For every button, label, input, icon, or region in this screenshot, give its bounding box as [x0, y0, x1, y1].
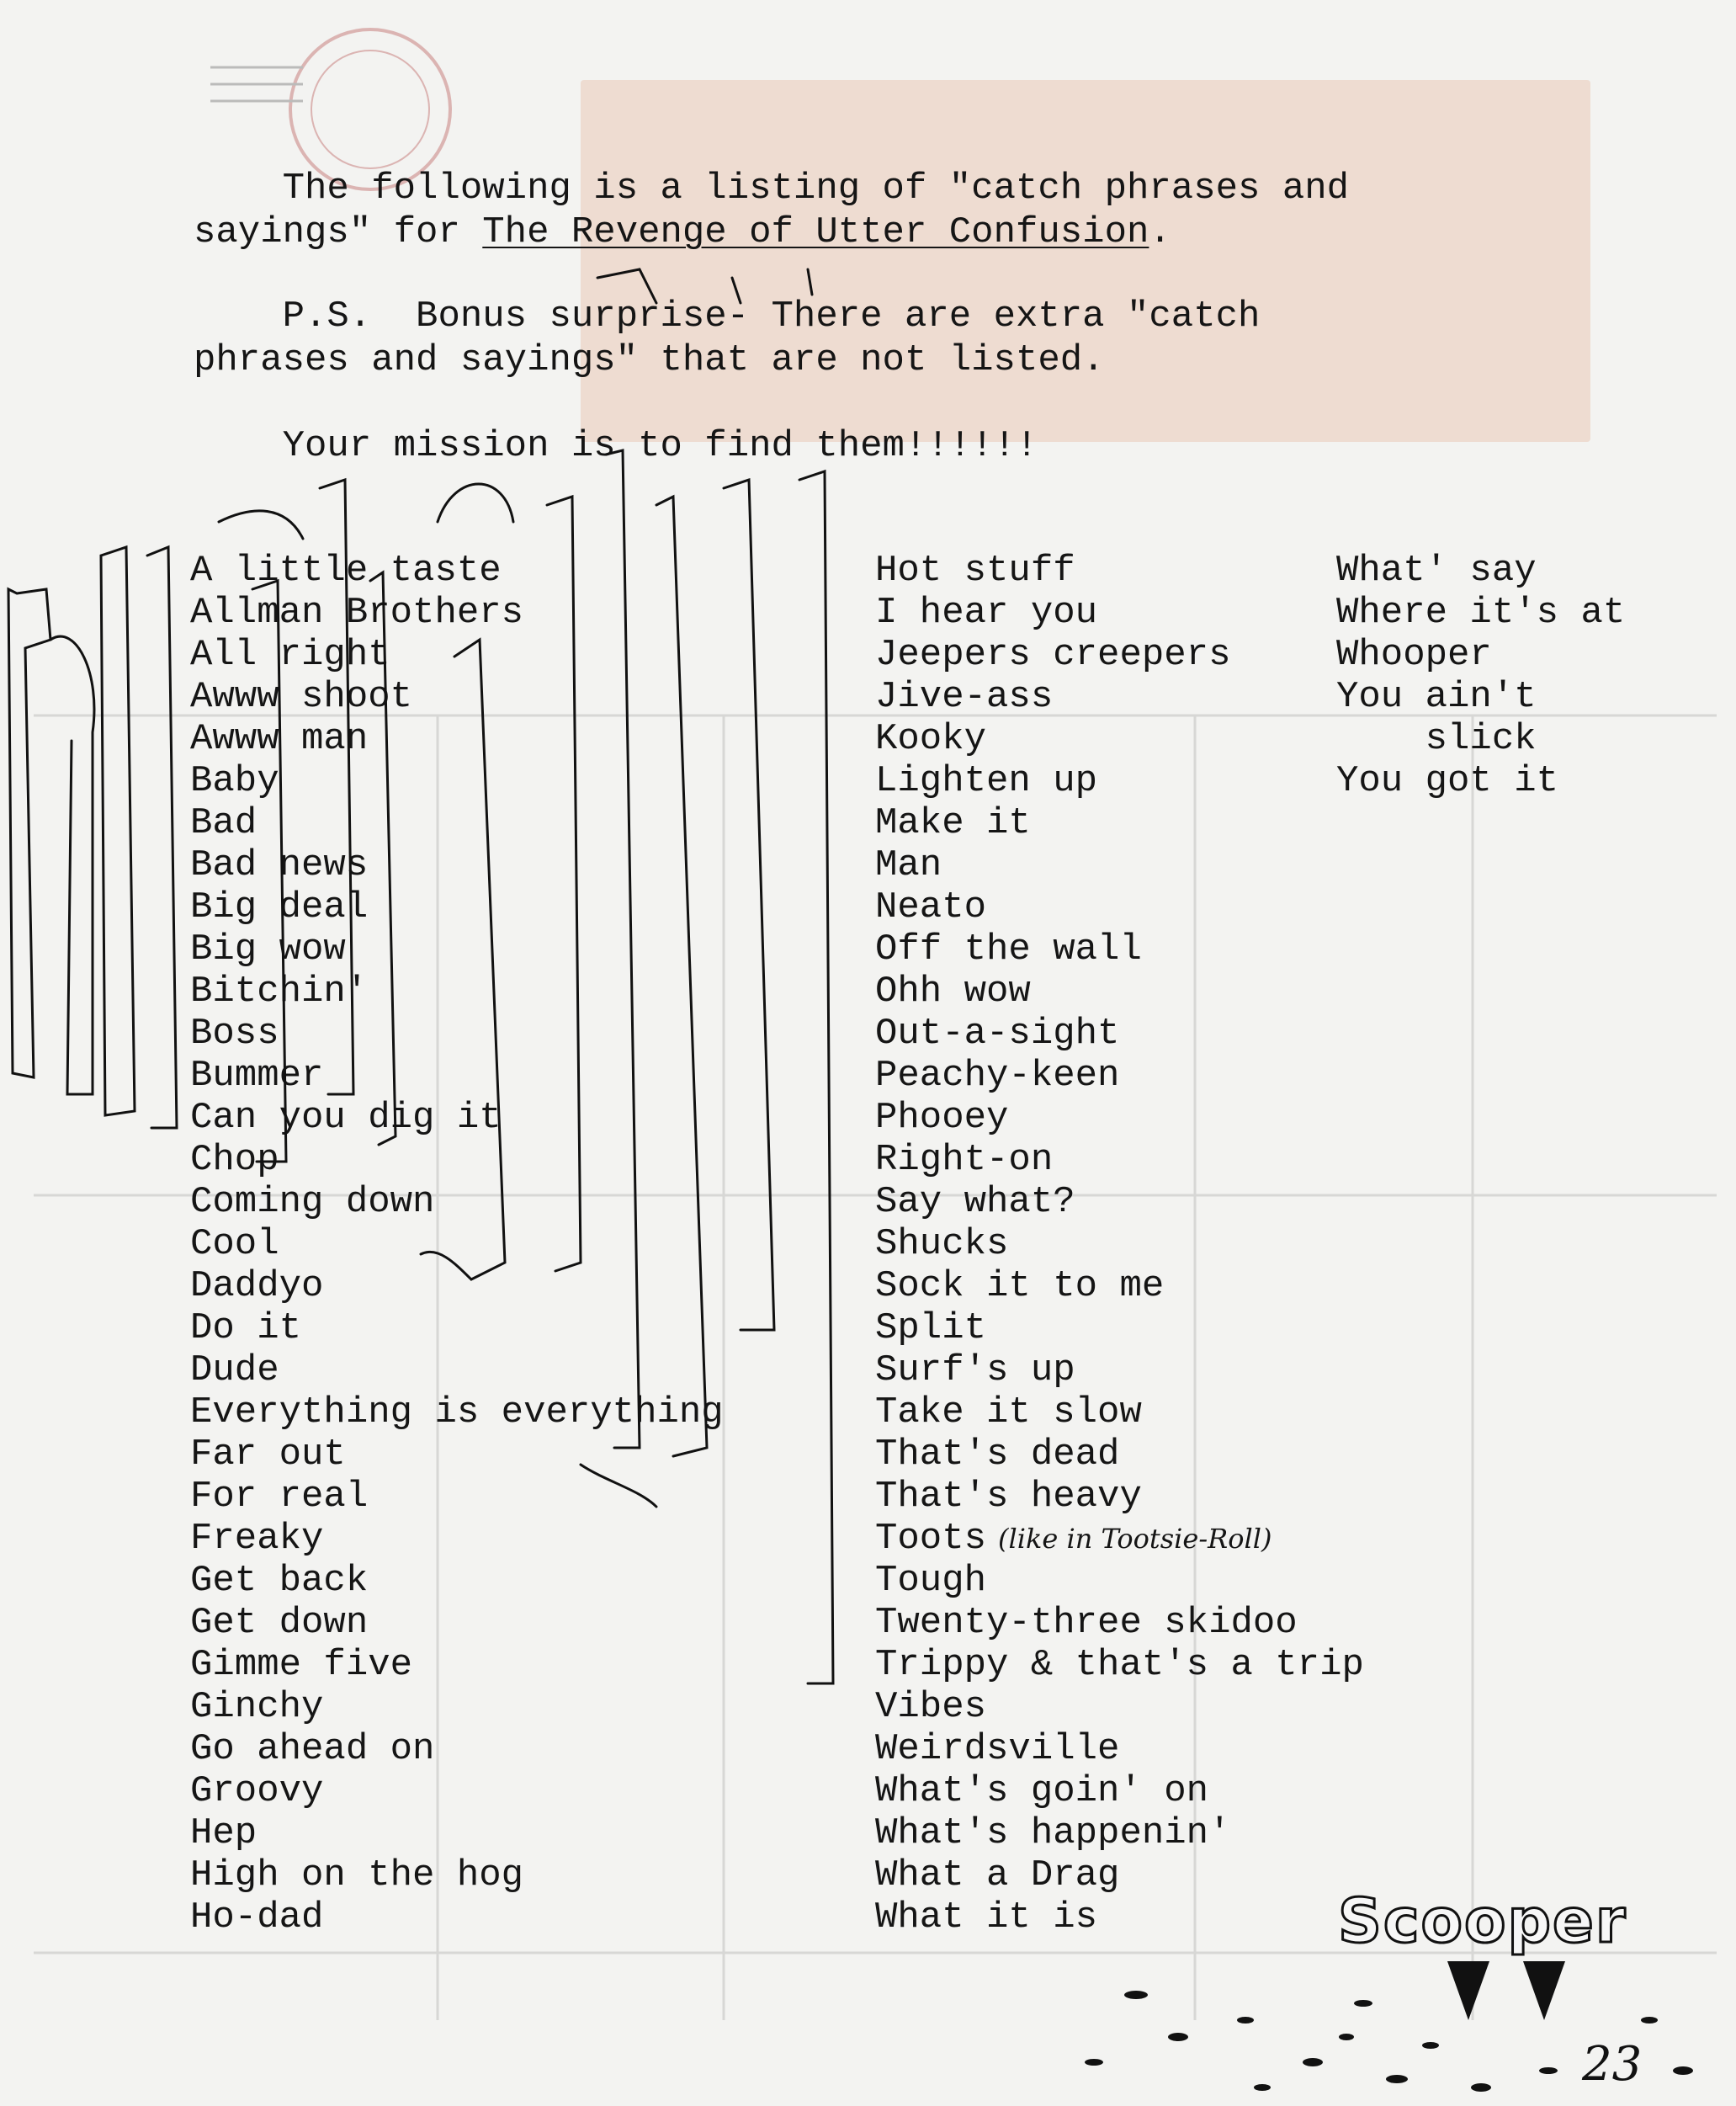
phrase-item: Surf's up	[875, 1349, 1075, 1391]
phrase-item: Jeepers creepers	[875, 634, 1231, 676]
ps-line-1: P.S. Bonus surprise- There are extra "catch	[282, 295, 1261, 338]
phrase-item: That's dead	[875, 1433, 1120, 1476]
phrase-item: Big deal	[190, 886, 369, 928]
phrase-column-1	[190, 550, 724, 1938]
phrase-item: Weirdsville	[875, 1728, 1120, 1770]
phrase-item: That's heavy	[875, 1476, 1142, 1518]
phrase-item: Bad news	[190, 844, 369, 886]
scooper-logo: Scooper	[1338, 1885, 1627, 1956]
phrase-column-2	[875, 550, 1364, 1938]
phrase-item: What's goin' on	[875, 1770, 1209, 1812]
phrase-item: Shucks	[875, 1223, 1009, 1265]
phrase-item: slick	[1336, 718, 1537, 760]
phrase-item: Split	[875, 1307, 987, 1349]
phrase-item: What's happenin'	[875, 1812, 1231, 1854]
phrase-item: A little taste	[190, 550, 502, 592]
phrase-item: Out-a-sight	[875, 1013, 1120, 1055]
phrase-item: Trippy & that's a trip	[875, 1644, 1364, 1686]
phrase-item: Ho-dad	[190, 1896, 324, 1938]
phrase-item: Hot stuff	[875, 550, 1075, 592]
intro-line-2: sayings" for The Revenge of Utter Confusion.	[194, 211, 1171, 253]
phrase-item: For real	[190, 1476, 369, 1518]
phrase-item: What it is	[875, 1896, 1098, 1938]
phrase-item: Get back	[190, 1560, 369, 1602]
phrase-item: Kooky	[875, 718, 987, 760]
phrase-item: Dude	[190, 1349, 279, 1391]
phrase-item: Make it	[875, 802, 1031, 844]
phrase-item: Take it slow	[875, 1391, 1142, 1433]
phrase-item: Everything is everything	[190, 1391, 724, 1433]
phrase-item: Freaky	[190, 1518, 324, 1560]
phrase-item: Awww man	[190, 718, 369, 760]
ps-line-2: phrases and sayings" that are not listed.	[194, 339, 1105, 381]
phrase-item: Bummer	[190, 1055, 324, 1097]
phrase-item: I hear you	[875, 592, 1098, 634]
intro-line-1: The following is a listing of "catch phrases and	[282, 168, 1350, 210]
phrase-item: Where it's at	[1336, 592, 1626, 634]
phrase-item: Lighten up	[875, 760, 1098, 802]
book-title: The Revenge of Utter Confusion	[482, 211, 1149, 253]
phrase-item: You ain't	[1336, 676, 1537, 718]
phrase-item: Gimme five	[190, 1644, 413, 1686]
phrase-item: You got it	[1336, 760, 1559, 802]
phrase-item: Allman Brothers	[190, 592, 524, 634]
phrase-item: High on the hog	[190, 1854, 524, 1896]
phrase-item: Groovy	[190, 1770, 324, 1812]
phrase-item: Daddyo	[190, 1265, 324, 1307]
phrase-item: Can you dig it	[190, 1097, 502, 1139]
phrase-item: Awww shoot	[190, 676, 413, 718]
phrase-item: Peachy-keen	[875, 1055, 1120, 1097]
phrase-item: Say what?	[875, 1181, 1075, 1223]
background-stain	[581, 80, 1590, 442]
phrase-item: Bad	[190, 802, 257, 844]
phrase-item: Whooper	[1336, 634, 1492, 676]
phrase-item: Get down	[190, 1602, 369, 1644]
phrase-item: Vibes	[875, 1686, 987, 1728]
phrase-item: Neato	[875, 886, 987, 928]
phrase-item: Boss	[190, 1013, 279, 1055]
phrase-item: Phooey	[875, 1097, 1009, 1139]
phrase-item: What a Drag	[875, 1854, 1120, 1896]
phrase-item: Tough	[875, 1560, 987, 1602]
phrase-item: Hep	[190, 1812, 257, 1854]
phrase-item: Ginchy	[190, 1686, 324, 1728]
phrase-item: What' say	[1336, 550, 1537, 592]
phrase-item: Cool	[190, 1223, 279, 1265]
phrase-item: Off the wall	[875, 928, 1142, 971]
handwritten-note: (like in Tootsie-Roll)	[998, 1523, 1272, 1555]
mission-line: Your mission is to find them!!!!!!	[282, 425, 1038, 467]
phrase-item: Big wow	[190, 928, 346, 971]
phrase-item: Do it	[190, 1307, 302, 1349]
phrase-item-with-note	[875, 1518, 1364, 1560]
phrase-item: Jive-ass	[875, 676, 1054, 718]
phrase-item: Sock it to me	[875, 1265, 1165, 1307]
phrase-item: All right	[190, 634, 390, 676]
phrase-item: Right-on	[875, 1139, 1054, 1181]
phrase-item: Coming down	[190, 1181, 435, 1223]
phrase-item: Go ahead on	[190, 1728, 435, 1770]
phrase-item: Bitchin'	[190, 971, 369, 1013]
phrase-item: Chop	[190, 1139, 279, 1181]
phrase-item: Man	[875, 844, 942, 886]
phrase-item: Twenty-three skidoo	[875, 1602, 1298, 1644]
page-number: 23	[1582, 2037, 1643, 2092]
phrase-column-3	[1336, 550, 1625, 802]
phrase-item: Far out	[190, 1433, 346, 1476]
phrase-item: Baby	[190, 760, 279, 802]
phrase-item: Ohh wow	[875, 971, 1031, 1013]
phrase-item: Toots	[875, 1518, 987, 1560]
